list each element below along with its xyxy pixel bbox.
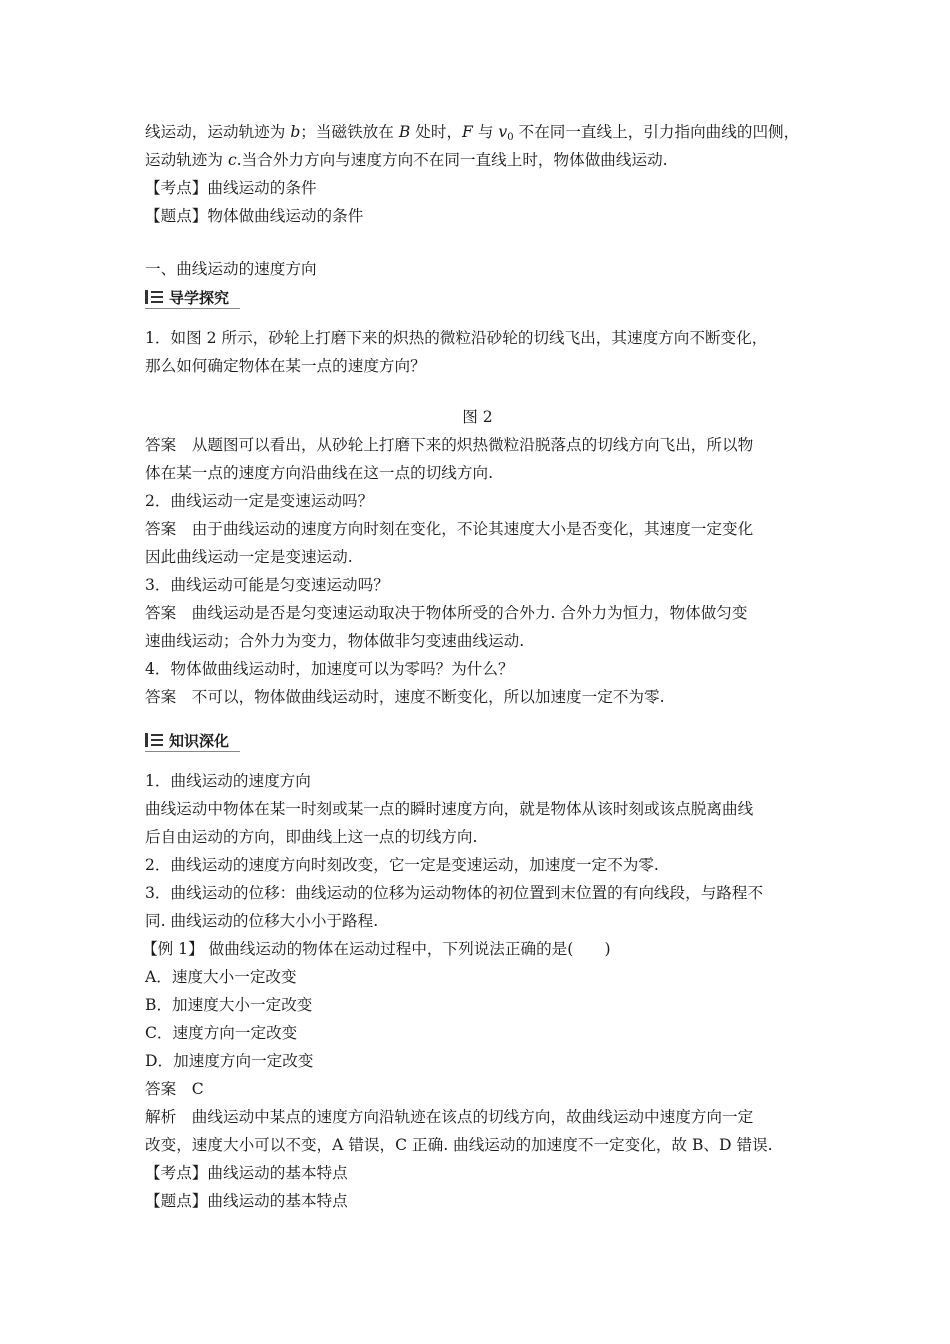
tidian-line: 【题点】物体做曲线运动的条件 [145,207,364,225]
question-1-line-1: 1．如图 2 所示，砂轮上打磨下来的炽热的微粒沿砂轮的切线飞出，其速度方向不断变化， [145,329,768,347]
point-3-line-1: 3．曲线运动的位移：曲线运动的位移为运动物体的初位置到末位置的有向线段，与路程不 [145,884,764,902]
subscript: 0 [507,132,514,143]
text: 不在同一直线上，引力指向曲线的凹侧， [513,123,800,141]
example-tidian: 【题点】曲线运动的基本特点 [145,1192,348,1210]
answer-3-line-1: 答案 曲线运动是否是匀变速运动取决于物体所受的合外力. 合外力为恒力，物体做匀变 [145,604,748,622]
header-underline [145,751,240,752]
deepen-header [145,729,229,751]
text: ；当磁铁放在 [300,123,399,141]
var-v: v [498,123,508,141]
guide-header-label: 导学探究 [169,288,230,307]
example-kaodian: 【考点】曲线运动的基本特点 [145,1164,348,1182]
question-1-line-2: 那么如何确定物体在某一点的速度方向？ [145,357,426,375]
analysis-line-1: 解析 曲线运动中某点的速度方向沿轨迹在该点的切线方向，故曲线运动中速度方向一定 [145,1108,754,1126]
figure-caption: 图 2 [462,408,493,426]
answer-3-line-2: 速曲线运动；合外力为变力，物体做非匀变速曲线运动. [145,632,525,650]
var-B: B [398,123,411,141]
var-c: c [227,151,237,169]
analysis-line-2: 改变，速度大小可以不变，A 错误，C 正确. 曲线运动的加速度不一定变化，故 B、D 错误. [145,1136,773,1154]
point-1-line-1: 曲线运动中物体在某一时刻或某一点的瞬时速度方向，就是物体从该时刻或该点脱离曲线 [145,800,754,818]
answer-2-line-2: 因此曲线运动一定是变速运动. [145,548,353,566]
list-icon [145,733,163,747]
text: .当合外力方向与速度方向不在同一直线上时，物体做曲线运动. [236,151,668,169]
option-b: B．加速度大小一定改变 [145,996,313,1014]
answer-4: 答案 不可以，物体做曲线运动时，速度不断变化，所以加速度一定不为零. [145,688,665,706]
answer-2-line-1: 答案 由于曲线运动的速度方向时刻在变化，不论其速度大小是否变化，其速度一定变化 [145,520,754,538]
text: 处时， [410,123,463,141]
point-3-line-2: 同. 曲线运动的位移大小小于路程. [145,912,379,930]
option-c: C．速度方向一定改变 [145,1024,298,1042]
guide-header [145,286,229,308]
var-b: b [290,123,301,141]
option-a: A．速度大小一定改变 [145,968,297,986]
section-title: 一、曲线运动的速度方向 [145,260,317,278]
intro-line-1 [145,122,799,148]
var-F: F [462,123,473,141]
text: 运动轨迹为 [145,151,228,169]
option-d: D．加速度方向一定改变 [145,1052,314,1070]
list-icon [145,290,163,304]
deepen-header-label: 知识深化 [169,731,230,750]
point-1-line-2: 后自由运动的方向，即曲线上这一点的切线方向. [145,828,478,846]
answer-1-line-1: 答案 从题图可以看出，从砂轮上打磨下来的炽热微粒沿脱落点的切线方向飞出，所以物 [145,436,754,454]
question-2: 2．曲线运动一定是变速运动吗？ [145,492,374,510]
example-stem: 【例 1】 做曲线运动的物体在运动过程中，下列说法正确的是( ) [142,940,611,958]
text: 线运动，运动轨迹为 [145,123,291,141]
header-underline [145,308,240,309]
point-2: 2．曲线运动的速度方向时刻改变，它一定是变速运动，加速度一定不为零. [145,856,659,874]
question-3: 3．曲线运动可能是匀变速运动吗？ [145,576,389,594]
point-1-title: 1．曲线运动的速度方向 [145,772,311,790]
answer-1-line-2: 体在某一点的速度方向沿曲线在这一点的切线方向. [145,464,494,482]
kaodian-line: 【考点】曲线运动的条件 [145,179,317,197]
text: 与 [472,123,499,141]
example-answer: 答案 C [145,1080,204,1098]
question-4: 4．物体做曲线运动时，加速度可以为零吗？为什么？ [145,660,514,678]
intro-line-2 [145,150,668,170]
